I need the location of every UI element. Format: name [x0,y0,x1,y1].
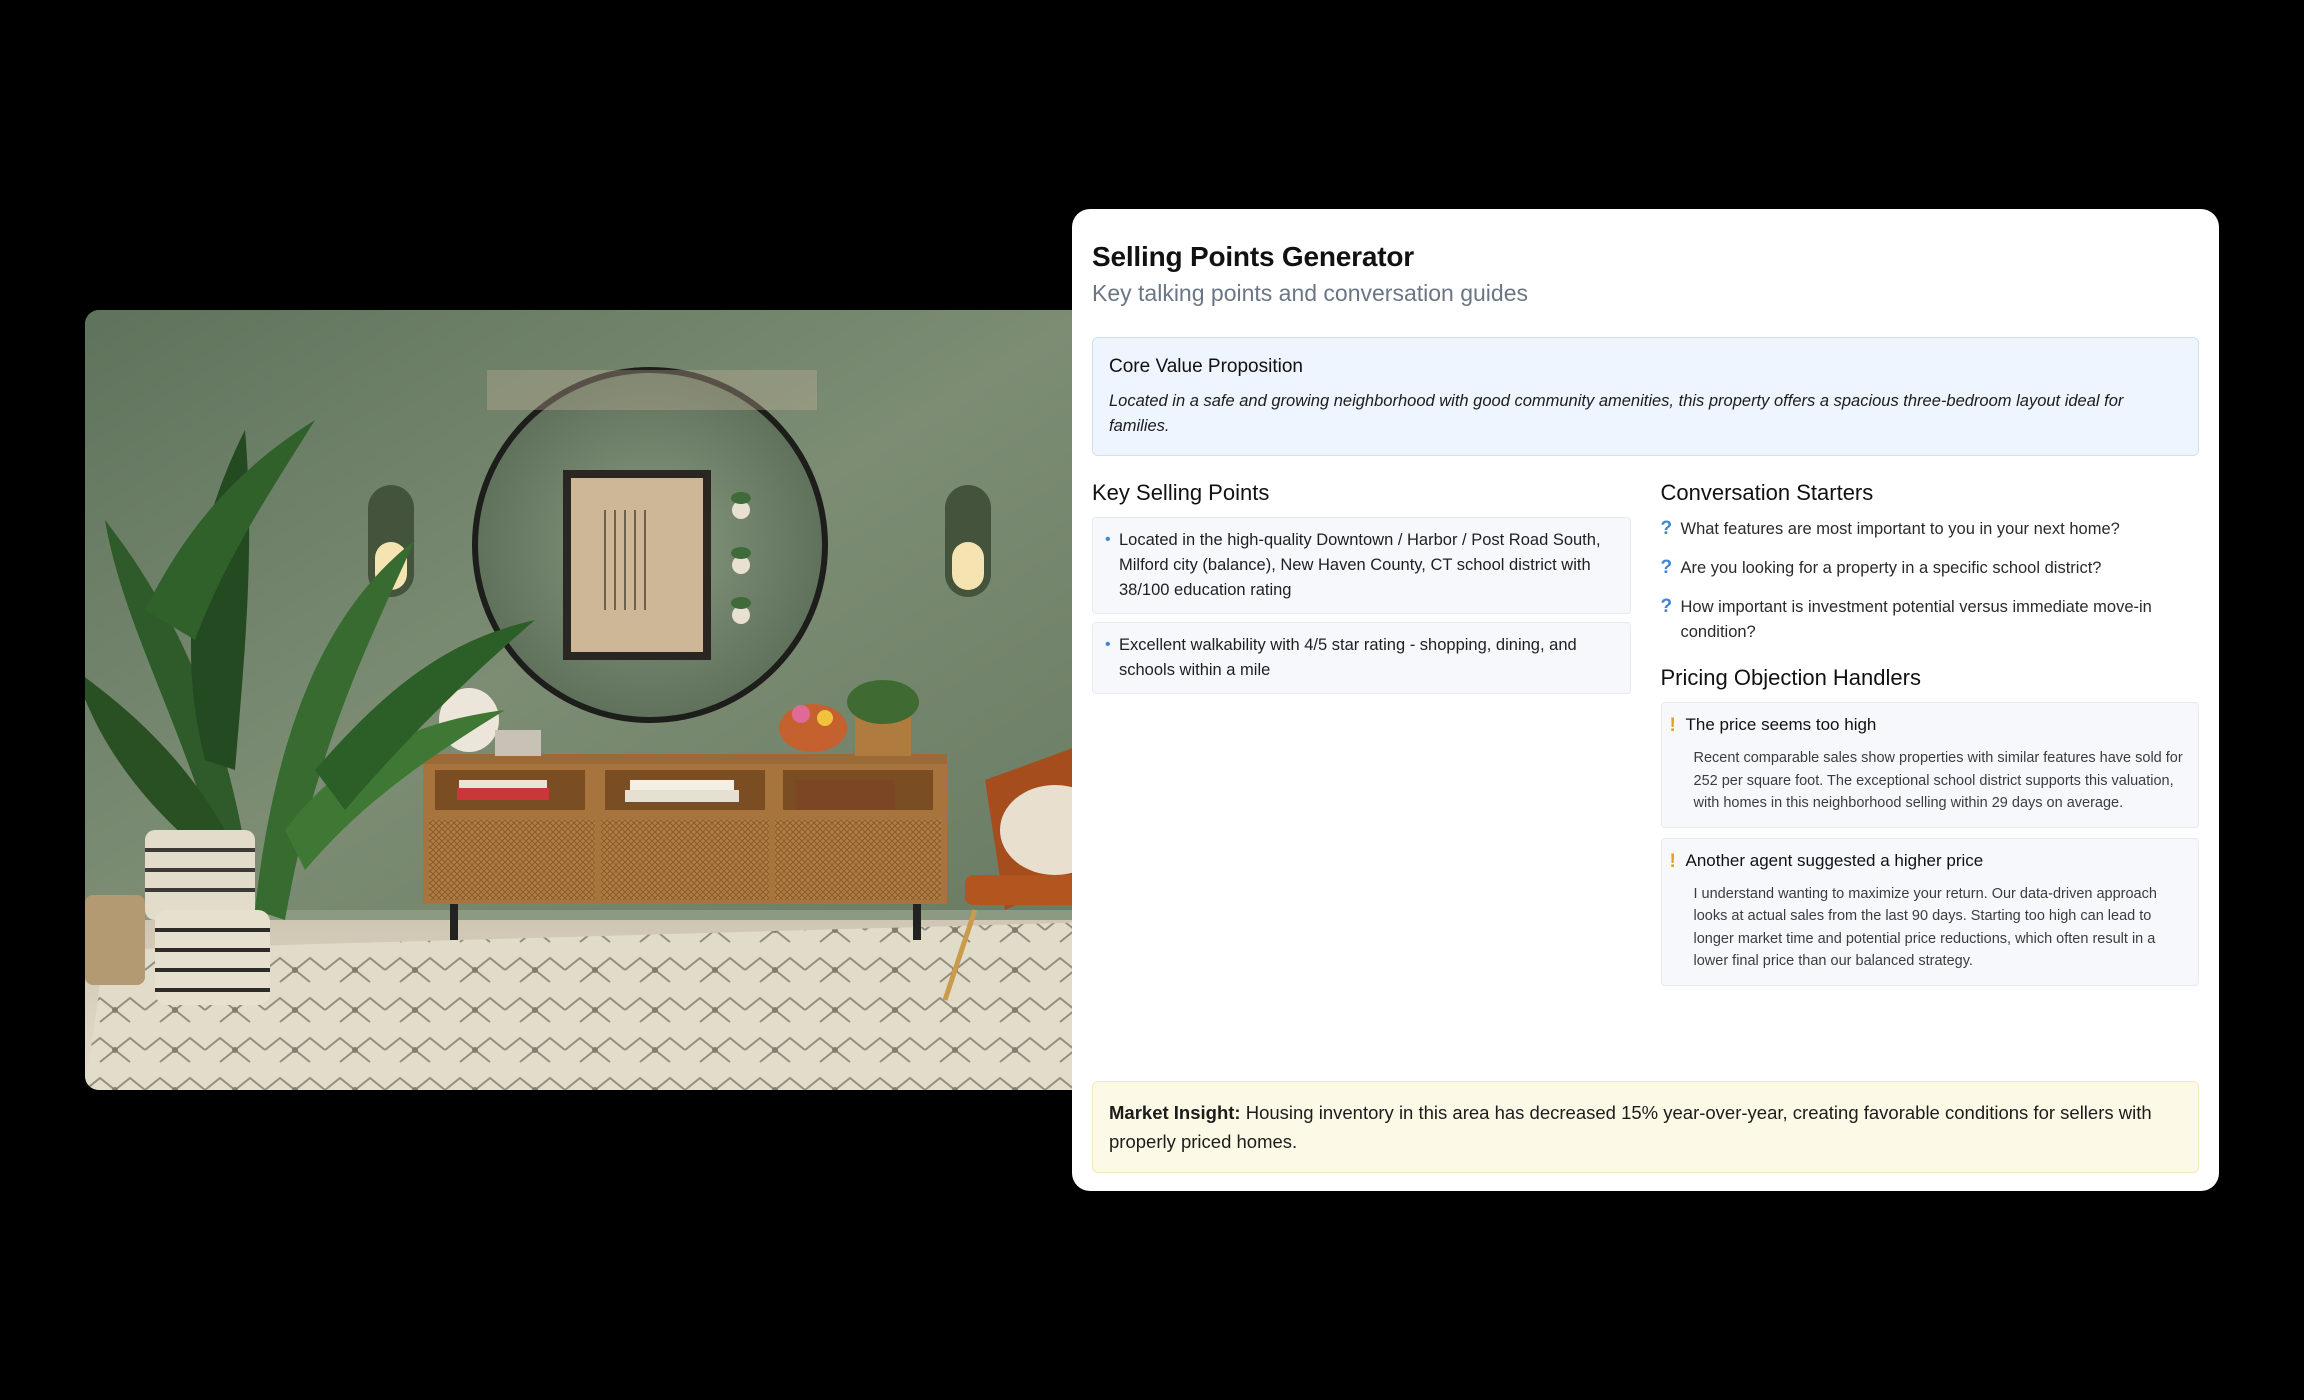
key-selling-points-section [1092,480,1631,996]
conversation-starter-item [1661,517,2200,542]
selling-points-card [1072,209,2219,1191]
right-column [1661,480,2200,996]
objection-response: Recent comparable sales show properties with similar features have sold for 252 per square foot. The exceptional school district supports this valuation, with homes in this neighborhood selling within 29 days on average. [1693,750,2183,811]
pricing-objections-title: Pricing Objection Handlers [1660,665,1921,690]
conversation-starter-item [1661,556,2200,581]
core-value-title: Core Value Proposition [1109,356,1303,377]
conversation-starter-text: How important is investment potential versus immediate move-in condition? [1680,598,2152,641]
selling-point-item [1092,517,1631,614]
question-icon: ? [1660,596,1673,617]
question-icon: ? [1660,518,1673,539]
conversation-starter-item [1661,595,2200,645]
objection-response: I understand wanting to maximize your return. Our data-driven approach looks at actual sales from the last 90 days. Starting too high can lead to longer market time and potential price reductions, which often result in a lower final price than our balanced strategy. [1693,885,2157,969]
conversation-starters-title: Conversation Starters [1660,480,1874,505]
question-icon: ? [1660,557,1673,578]
exclamation-icon: ! [1669,850,1676,872]
market-insight-text: Housing inventory in this area has decreased 15% year-over-year, creating favorable conditions for sellers with properly priced homes. [1109,1102,2152,1152]
selling-point-text: Excellent walkability with 4/5 star rating - shopping, dining, and schools within a mile [1119,636,1577,679]
objection-title: Another agent suggested a higher price [1685,850,1984,870]
market-insight-banner [1092,1081,2199,1173]
living-room-illustration [85,310,1095,1090]
card-title: Selling Points Generator [1092,241,1414,272]
core-value-text: Located in a safe and growing neighborhood with good community amenities, this property offers a spacious three-bedroom layout ideal for families. [1109,392,2124,435]
objection-handler [1661,702,2200,828]
conversation-starter-text: What features are most important to you in your next home? [1680,520,2120,538]
objection-title: The price seems too high [1685,715,1877,734]
key-selling-points-title: Key Selling Points [1092,480,1270,505]
bullet-icon: • [1105,636,1111,653]
selling-point-text: Located in the high-quality Downtown / Harbor / Post Road South, Milford city (balance), New Haven County, CT school district with 38/100 education rating [1119,531,1601,599]
selling-point-item [1092,622,1631,694]
bullet-icon: • [1105,531,1111,548]
exclamation-icon: ! [1669,715,1676,736]
conversation-starter-text: Are you looking for a property in a specific school district? [1680,559,2102,577]
objection-handler [1661,838,2200,986]
market-insight-label: Market Insight: [1109,1102,1241,1123]
property-photo [85,310,1095,1090]
content-columns [1092,480,2199,996]
card-subtitle: Key talking points and conversation guides [1092,280,1529,306]
core-value-proposition [1092,337,2199,456]
